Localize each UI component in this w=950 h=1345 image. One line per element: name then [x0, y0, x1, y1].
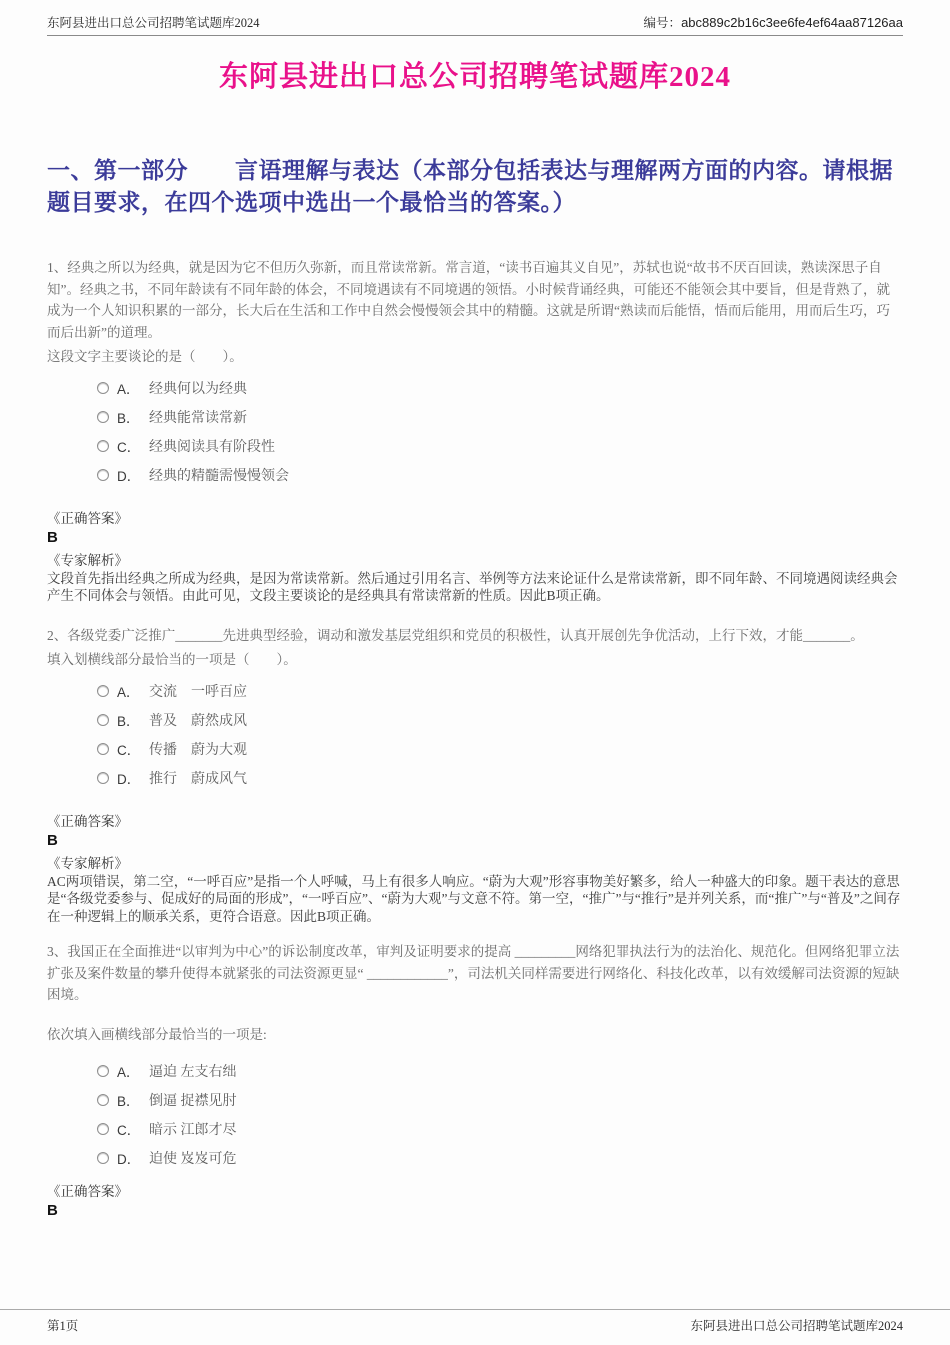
option-text: 倒逼 捉襟见肘: [149, 1094, 237, 1109]
option-letter: A．: [117, 381, 140, 397]
question-3: [47, 941, 903, 1220]
radio-button-icon[interactable]: [97, 1065, 109, 1077]
radio-button-icon[interactable]: [97, 1123, 109, 1135]
option-row[interactable]: [47, 1063, 903, 1079]
question-1: [47, 257, 903, 605]
option-row[interactable]: [47, 380, 903, 396]
question-1-answer-block: [47, 509, 903, 605]
header-code-value: abc889c2b16c3ee6fe4ef64aa87126aa: [681, 15, 903, 30]
header-code: [644, 13, 903, 31]
answer-label: 《正确答案》: [47, 1184, 128, 1199]
option-text: 推行 蔚成风气: [149, 771, 247, 787]
footer-doc-title: 东阿县进出口总公司招聘笔试题库2024: [690, 1319, 903, 1333]
option-letter: D．: [117, 771, 141, 787]
question-2-answer-block: [47, 812, 903, 926]
question-3-options: [47, 1063, 903, 1166]
radio-button-icon[interactable]: [97, 1094, 109, 1106]
question-3-lead-in: 依次填入画横线部分最恰当的一项是:: [47, 1026, 267, 1042]
option-letter: A．: [117, 1065, 140, 1080]
option-letter: B．: [117, 1094, 140, 1109]
option-letter: C．: [117, 439, 141, 455]
option-row[interactable]: [47, 438, 903, 454]
option-letter: A．: [117, 684, 140, 700]
radio-button-icon[interactable]: [97, 743, 109, 755]
answer-label: 《正确答案》: [47, 510, 128, 526]
radio-button-icon[interactable]: [97, 382, 109, 394]
header-doc-title: 东阿县进出口总公司招聘笔试题库2024: [47, 16, 260, 30]
question-3-stem: 3、我国正在全面推进“以审判为中心”的诉讼制度改革，审判及证明要求的提高 _________网络犯罪执法行为的法治化、规范化。但网络犯罪立法扩张及案件数量的攀升使得本就紧张的司法资源更显“ ____________”，司法机关同样需要进行网络化、科技化改革，以有效缓解司法资源的短缺困境。: [47, 944, 900, 1002]
question-1-lead-in: 这段文字主要谈论的是（ ）。: [47, 349, 243, 364]
answer-value: B: [47, 528, 58, 546]
option-text: 逼迫 左支右绌: [149, 1065, 237, 1080]
option-text: 交流 一呼百应: [149, 684, 247, 700]
radio-button-icon[interactable]: [97, 469, 109, 481]
option-text: 经典何以为经典: [149, 381, 247, 397]
question-3-answer-block: [47, 1182, 903, 1220]
page-header: [47, 0, 903, 36]
option-letter: D．: [117, 468, 141, 484]
analysis-label: 《专家解析》: [47, 552, 128, 568]
option-row[interactable]: [47, 467, 903, 483]
option-text: 普及 蔚然成风: [149, 713, 247, 729]
option-text: 经典能常读常新: [149, 410, 247, 426]
analysis-text: AC两项错误，第二空，“一呼百应”是指一个人呼喊，马上有很多人响应。“蔚为大观”形容事物美好繁多，给人一种盛大的印象。题干表达的意思是“各级党委参与、促成好的局面的形成”，“一呼百应”、“蔚为大观”与文意不符。第一空，“推广”与“推行”是并列关系，而“推广”与“普及”之间存在一种逻辑上的顺承关系，更符合语意。因此B项正确。: [47, 873, 901, 924]
question-1-options: [47, 380, 903, 483]
option-letter: C．: [117, 742, 141, 758]
option-letter: B．: [117, 713, 140, 729]
answer-label: 《正确答案》: [47, 813, 128, 829]
radio-button-icon[interactable]: [97, 1152, 109, 1164]
page-title: 东阿县进出口总公司招聘笔试题库2024: [218, 61, 731, 93]
option-row[interactable]: [47, 1092, 903, 1108]
option-text: 经典阅读具有阶段性: [149, 439, 275, 455]
question-2: [47, 625, 903, 926]
header-code-label: 编号：: [643, 16, 682, 30]
radio-button-icon[interactable]: [97, 411, 109, 423]
option-row[interactable]: [47, 741, 903, 757]
option-row[interactable]: [47, 712, 903, 728]
page-footer: [0, 1309, 950, 1345]
option-row[interactable]: [47, 409, 903, 425]
option-text: 经典的精髓需慢慢领会: [149, 468, 289, 484]
option-row[interactable]: [47, 1150, 903, 1166]
question-2-options: [47, 683, 903, 786]
option-row[interactable]: [47, 770, 903, 786]
analysis-text: 文段首先指出经典之所成为经典，是因为常读常新。然后通过引用名言、举例等方法来论证什么是常读常新，即不同年龄、不同境遇阅读经典会产生不同体会与领悟。由此可见，文段主要谈论的是经典具有常读常新的性质。因此B项正确。: [47, 570, 898, 603]
option-letter: D．: [117, 1152, 141, 1167]
answer-value: B: [47, 1202, 58, 1219]
section-heading: 一、第一部分 言语理解与表达（本部分包括表达与理解两方面的内容。请根据题目要求，在四个选项中选出一个最恰当的答案。）: [47, 158, 893, 215]
question-2-lead-in: 填入划横线部分最恰当的一项是（ ）。: [47, 652, 297, 667]
analysis-label: 《专家解析》: [47, 855, 128, 871]
question-1-stem: 1、经典之所以为经典，就是因为它不但历久弥新，而且常读常新。常言道，“读书百遍其义自见”，苏轼也说“故书不厌百回读，熟读深思子自知”。经典之书，不同年龄读有不同年龄的体会，不同境遇读有不同境遇的领悟。小时候背诵经典，可能还不能领会其中要旨，但是背熟了，就成为一个人知识积累的一部分，长大后在生活和工作中自然会慢慢领会其中的精髓。这就是所谓“熟读而后能悟，悟而后能用，用而后生巧，巧而后出新”的道理。: [47, 260, 890, 340]
footer-page-number: 第1页: [47, 1319, 79, 1333]
option-row[interactable]: [47, 683, 903, 699]
option-text: 迫使 岌岌可危: [149, 1152, 237, 1167]
answer-value: B: [47, 831, 58, 849]
radio-button-icon[interactable]: [97, 772, 109, 784]
option-letter: B．: [117, 410, 140, 426]
option-text: 传播 蔚为大观: [149, 742, 247, 758]
radio-button-icon[interactable]: [97, 714, 109, 726]
option-text: 暗示 江郎才尽: [149, 1123, 237, 1138]
option-letter: C．: [117, 1123, 141, 1138]
option-row[interactable]: [47, 1121, 903, 1137]
radio-button-icon[interactable]: [97, 685, 109, 697]
question-2-stem: 2、各级党委广泛推广_______先进典型经验，调动和激发基层党组织和党员的积极性，认真开展创先争优活动，上行下效，才能_______。: [47, 627, 864, 643]
radio-button-icon[interactable]: [97, 440, 109, 452]
